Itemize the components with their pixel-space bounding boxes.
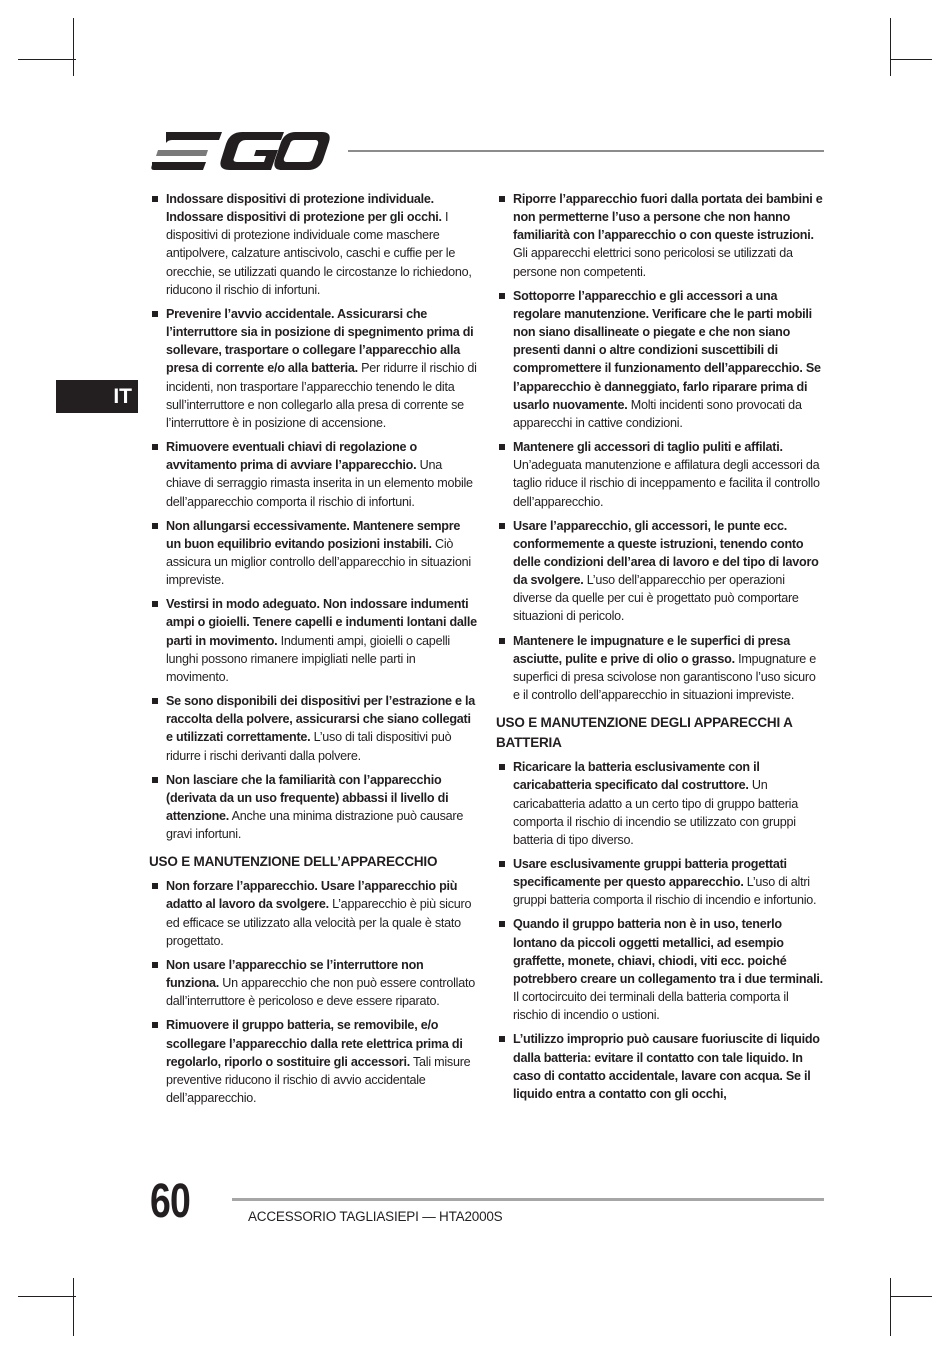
bullet-item <box>149 517 477 590</box>
crop-mark <box>73 1278 74 1336</box>
bullet-item-text: Indumenti ampi, gioielli o capelli lunghi possono rimanere impigliati nelle parti in movimento. <box>166 633 450 684</box>
bullet-item-text: L’apparecchio è più sicuro ed efficace se utilizzato alla velocità per la quale è stato progettato. <box>166 897 472 948</box>
bullet-item-heading: Sottoporre l’apparecchio e gli accessori a una regolare manutenzione. Verificare che le parti mobili non siano disallineate o piegate e che non siano presenti danni o altre condizioni suscettibili di compromettere il funzionamento dell’apparecchio. Se l’apparecchio è danneggiato, farlo riparare prima di usarlo nuovamente. <box>513 288 821 412</box>
bullet-item <box>149 305 477 432</box>
right-column <box>496 190 824 1109</box>
bullet-item-text: Un’adeguata manutenzione e affilatura degli accessori da taglio riduce il rischio di inceppamento e facilita il controllo dell’apparecchio. <box>513 458 820 509</box>
crop-mark <box>890 1278 891 1336</box>
footer-product-title: ACCESSORIO TAGLIASIEPI — HTA2000S <box>248 1209 503 1224</box>
bullet-item-heading: Non allungarsi eccessivamente. Mantenere sempre un buon equilibrio evitando posizioni instabili. <box>166 518 461 551</box>
bullet-item-heading: Usare l’apparecchio, gli accessori, le punte ecc. conformemente a queste istruzioni, tenendo conto delle condizioni dell’area di lavoro e del tipo di lavoro da svolgere. <box>513 518 819 588</box>
crop-mark <box>73 18 74 76</box>
bullet-item <box>496 632 824 705</box>
bullet-item-text: Molti incidenti sono provocati da apparecchi in cattive condizioni. <box>513 397 802 430</box>
right-section-items <box>496 758 824 1103</box>
bullet-item <box>496 915 824 1024</box>
header-rule <box>348 150 824 152</box>
bullet-item-heading: Indossare dispositivi di protezione individuale. Indossare dispositivi di protezione per gli occhi. <box>166 192 442 225</box>
bullet-item-text: Un apparecchio che non può essere controllato dall’interruttore è pericoloso e deve essere riparato. <box>166 976 475 1009</box>
bullet-item <box>496 855 824 909</box>
bullet-item-heading: Non lasciare che la familiarità con l’apparecchio (derivata da un uso frequente) abbassi il livello di attenzione. <box>166 772 449 823</box>
bullet-item <box>149 877 477 950</box>
bullet-item-text: Impugnature e superfici di presa scivolose non garantiscono l’uso sicuro e il controllo dell’apparecchio in situazioni impreviste. <box>513 651 817 703</box>
bullet-item-text: I dispositivi di protezione individuale come maschere antipolvere, calzature antiscivolo, caschi e cuffie per le orecchie, se utilizzati quando le circostanze lo richiedono, riducono il rischio di infortuni. <box>166 210 472 297</box>
bullet-item <box>149 771 477 844</box>
bullet-item <box>496 517 824 626</box>
bullet-item-heading: Mantenere gli accessori di taglio puliti e affilati. <box>513 440 783 455</box>
bullet-item-heading: Riporre l’apparecchio fuori dalla portata dei bambini e non permetterne l’uso a persone che non hanno familiarità con l’apparecchio o con queste istruzioni. <box>513 192 823 243</box>
bullet-item <box>149 1016 477 1107</box>
bullet-item <box>496 758 824 849</box>
bullet-item-text: Una chiave di serraggio rimasta inserita in un elemento mobile dell’apparecchio comporta il rischio di infortuni. <box>166 458 473 509</box>
bullet-item <box>149 190 477 299</box>
bullet-item-text: Per ridurre il rischio di incidenti, non trasportare l’apparecchio tenendo le dita sull’interruttore e non collegarlo alla presa di corrente se l’interruttore è in posizione di accensione. <box>166 361 477 430</box>
bullet-item-heading: Se sono disponibili dei dispositivi per l’estrazione e la raccolta della polvere, assicurarsi che siano collegati e utilizzati correttamente. <box>166 694 476 745</box>
bullet-item-text: Il cortocircuito dei terminali della batteria comporta il rischio di incendio o ustioni. <box>513 990 789 1023</box>
left-items <box>149 190 477 843</box>
bullet-item <box>149 692 477 765</box>
left-section-items <box>149 877 477 1107</box>
language-tab: IT <box>56 380 138 413</box>
crop-mark <box>890 59 932 60</box>
crop-mark <box>18 1296 76 1297</box>
bullet-item-text: L’uso dell’apparecchio per operazioni diverse da quelle per cui è progettato può comportare situazioni di pericolo. <box>513 573 799 624</box>
bullet-item <box>496 287 824 432</box>
section-title-apparecchio: USO E MANUTENZIONE DELL’APPARECCHIO <box>149 854 438 870</box>
bullet-item-heading: Quando il gruppo batteria non è in uso, tenerlo lontano da piccoli oggetti metallici, ad esempio graffette, monete, chiavi, chiodi, viti ecc. poiché potrebbero creare un collegamento tra i due terminali. <box>513 917 823 986</box>
page-number: 60 <box>150 1175 191 1228</box>
bullet-item-text: L’uso di altri gruppi batteria comporta il rischio di incendio e infortunio. <box>513 875 817 908</box>
bullet-item-text: Ciò assicura un miglior controllo dell’apparecchio in situazioni impreviste. <box>166 536 471 588</box>
bullet-item <box>496 1030 824 1103</box>
bullet-item <box>149 438 477 511</box>
bullet-item <box>149 956 477 1010</box>
bullet-item-heading: L’utilizzo improprio può causare fuoriuscite di liquido dalla batteria: evitare il contatto con tale liquido. In caso di contatto accidentale, lavare con acqua. Se il liquido entra a contatto con gli occhi, <box>513 1032 820 1101</box>
bullet-item-heading: Non forzare l’apparecchio. Usare l’apparecchio più adatto al lavoro da svolgere. <box>166 879 458 912</box>
bullet-item <box>496 438 824 511</box>
bullet-item-heading: Rimuovere il gruppo batteria, se removibile, e/o scollegare l’apparecchio dalla rete elettrica prima di regolarlo, riporlo o sostituire gli accessori. <box>166 1018 463 1069</box>
bullet-item-text: Tali misure preventive riducono il rischio di avvio accidentale dell’apparecchio. <box>166 1054 471 1106</box>
bullet-item-heading: Prevenire l’avvio accidentale. Assicurarsi che l’interruttore sia in posizione di spegnimento prima di sollevare, trasportare o collegare l’apparecchio alla presa di corrente e/o alla batteria. <box>166 306 474 376</box>
footer-rule <box>232 1198 824 1201</box>
bullet-item-heading: Ricaricare la batteria esclusivamente con il caricabatteria specificato dal costruttore. <box>513 760 760 793</box>
right-items <box>496 190 824 704</box>
bullet-item-text: Un caricabatteria adatto a un certo tipo di gruppo batteria comporta il rischio di incendio se utilizzato con gruppi batteria di tipo diverso. <box>513 778 798 847</box>
crop-mark <box>890 1296 932 1297</box>
bullet-item-text: Anche una minima distrazione può causare gravi infortuni. <box>166 809 464 842</box>
bullet-item-text: L’uso di tali dispositivi può ridurre i rischi derivanti dalla polvere. <box>166 730 452 763</box>
section-title-batteria: USO E MANUTENZIONE DEGLI APPARECCHI A BATTERIA <box>496 715 793 751</box>
bullet-item-heading: Mantenere le impugnature e le superfici di presa asciutte, pulite e prive di olio o grasso. <box>513 633 791 666</box>
bullet-item-heading: Rimuovere eventuali chiavi di regolazione o avvitamento prima di avviare l’apparecchio. <box>166 440 417 473</box>
crop-mark <box>890 18 891 76</box>
bullet-item <box>496 190 824 281</box>
ego-logo <box>150 128 330 174</box>
bullet-item-text: Gli apparecchi elettrici sono pericolosi se utilizzati da persone non competenti. <box>513 246 793 279</box>
crop-mark <box>18 59 76 60</box>
left-column <box>149 190 477 1113</box>
bullet-item-heading: Non usare l’apparecchio se l’interruttore non funziona. <box>166 957 424 991</box>
bullet-item <box>149 595 477 686</box>
bullet-item-heading: Usare esclusivamente gruppi batteria progettati specificamente per questo apparecchio. <box>513 857 787 890</box>
bullet-item-heading: Vestirsi in modo adeguato. Non indossare indumenti ampi o gioielli. Tenere capelli e indumenti lontani dalle parti in movimento. <box>166 597 477 648</box>
